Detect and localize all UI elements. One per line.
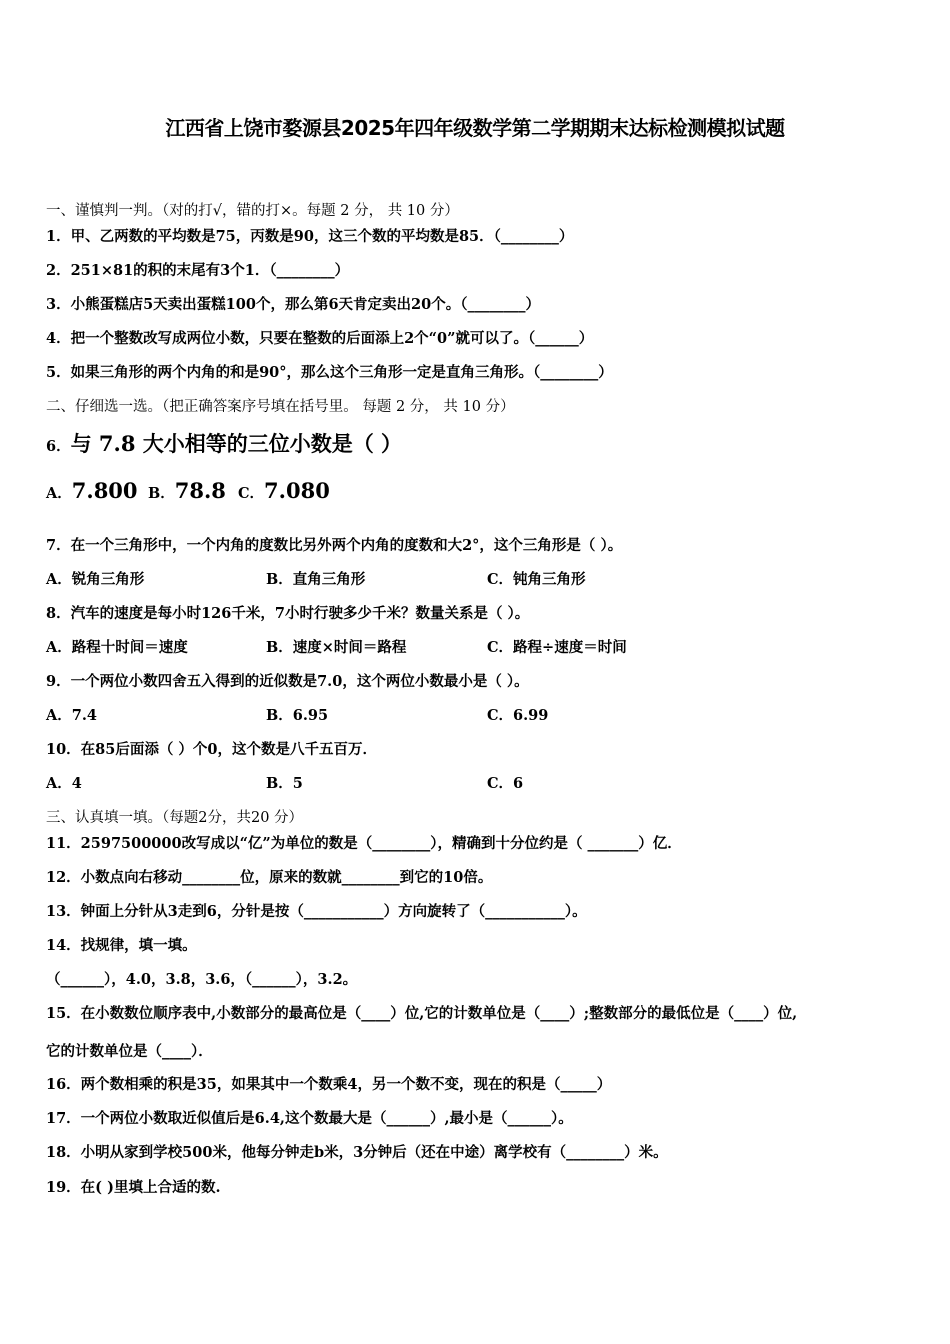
question-6: [46, 430, 402, 458]
section-2-heading: 二、仔细选一选。（把正确答案序号填在括号里。 每题 2 分， 共 10 分）: [46, 399, 515, 415]
question-9-option-b: B．6.95: [266, 707, 329, 724]
question-12: 12．小数点向右移动________位，原来的数就________到它的10倍。: [46, 869, 493, 886]
question-8: 8．汽车的速度是每小时126千米，7小时行驶多少千米？数量关系是（ ）。: [46, 605, 530, 622]
section-3-heading: 三、认真填一填。（每题2分，共20 分）: [46, 810, 304, 826]
option-a-label: A．: [46, 485, 72, 502]
option-b-label: B．: [148, 485, 175, 502]
question-6-option-c: [238, 478, 330, 504]
question-14: 14．找规律，填一填。: [46, 937, 197, 954]
question-5: 5．如果三角形的两个内角的和是90°，那么这个三角形一定是直角三角形。（________）: [46, 364, 613, 381]
option-c-label: C．: [238, 485, 265, 502]
question-10-option-c: C．6: [487, 775, 524, 792]
question-2: 2．251×81的积的末尾有3个1．（________）: [46, 262, 350, 279]
question-6-option-b: [148, 478, 226, 504]
question-11: 11．2597500000改写成以“亿”为单位的数是（________），精确到十分位约是（ _______）亿．: [46, 835, 682, 852]
question-10-option-a: A．4: [46, 775, 82, 792]
question-10-option-b: B．5: [266, 775, 303, 792]
question-9: 9．一个两位小数四舍五入得到的近似数是7.0，这个两位小数最小是（ ）。: [46, 673, 529, 690]
question-18: 18．小明从家到学校500米，他每分钟走b米，3分钟后（还在中途）离学校有（________）米。: [46, 1144, 668, 1161]
question-3: 3．小熊蛋糕店5天卖出蛋糕100个，那么第6天肯定卖出20个。（________）: [46, 296, 540, 313]
question-13: 13．钟面上分针从3走到6，分针是按（___________）方向旋转了（___________）。: [46, 903, 587, 920]
question-10: 10．在85后面添（ ）个0，这个数是八千五百万．: [46, 741, 377, 758]
question-6-option-a: [46, 478, 138, 504]
question-8-option-a: A．路程十时间＝速度: [46, 639, 188, 656]
question-6-number: 6．: [46, 438, 71, 455]
page-title: 江西省上饶市婺源县2025年四年级数学第二学期期末达标检测模拟试题: [165, 116, 785, 140]
question-7: 7．在一个三角形中，一个内角的度数比另外两个内角的度数和大2°，这个三角形是（ ）。: [46, 537, 623, 554]
question-1: 1．甲、乙两数的平均数是75，丙数是90，这三个数的平均数是85．（________）: [46, 228, 574, 245]
question-15-continued: 它的计数单位是（____）．: [46, 1043, 213, 1060]
option-b-value: 78.8: [174, 478, 226, 503]
question-9-option-a: A．7.4: [46, 707, 97, 724]
question-4: 4．把一个整数改写成两位小数，只要在整数的后面添上2个“0”就可以了。（______）: [46, 330, 594, 347]
question-8-option-b: B．速度×时间＝路程: [266, 639, 407, 656]
question-8-option-c: C．路程÷速度＝时间: [487, 639, 627, 656]
section-1-heading: 一、谨慎判一判。（对的打√，错的打×。每题 2 分， 共 10 分）: [46, 203, 459, 219]
question-15: 15．在小数数位顺序表中,小数部分的最高位是（____）位,它的计数单位是（____）;整数部分的最低位是（____）位,: [46, 1005, 798, 1022]
question-7-option-b: B．直角三角形: [266, 571, 366, 588]
question-14-sequence: （______），4.0，3.8，3.6，（______），3.2。: [46, 971, 358, 988]
question-16: 16．两个数相乘的积是35，如果其中一个数乘4，另一个数不变，现在的积是（_____）: [46, 1076, 612, 1093]
question-19: 19．在( )里填上合适的数.: [46, 1179, 221, 1196]
question-7-option-c: C．钝角三角形: [487, 571, 586, 588]
option-a-value: 7.800: [71, 478, 138, 503]
question-17: 17．一个两位小数取近似值后是6.4,这个数最大是（______）,最小是（______）。: [46, 1110, 573, 1127]
option-c-value: 7.080: [264, 478, 330, 503]
question-6-text: 与 7.8 大小相等的三位小数是（ ）: [70, 431, 403, 456]
question-9-option-c: C．6.99: [487, 707, 549, 724]
question-7-option-a: A．锐角三角形: [46, 571, 145, 588]
